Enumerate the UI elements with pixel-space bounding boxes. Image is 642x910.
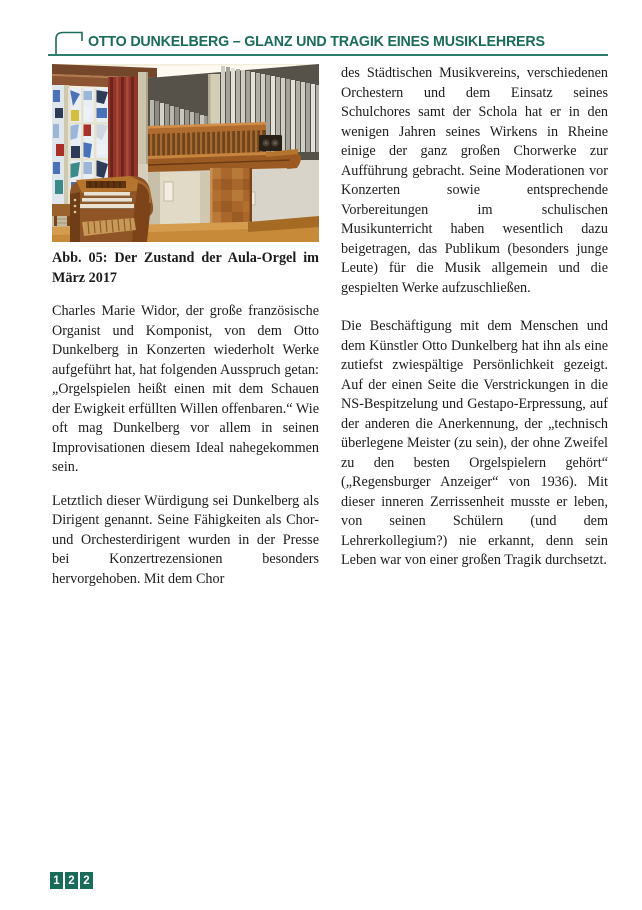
- paragraph-left-1: Charles Marie Widor, der große französische Organist und Komponist, von dem Otto Dunkelberg in Konzerten wiederholt Werke aufgeführt hat, hat folgenden Ausspruch getan: „Orgelspielen heißt einen mit dem Schauen der Ewigkeit erfüllten Willen offenbaren.“ Wie oft mag Dunkelberg vor allem in seinen Improvisationen diesem Ideal nahegekommen sein.: [52, 303, 319, 475]
- page-number: [50, 872, 93, 889]
- paragraph-right-1: des Städtischen Musikvereins, verschiedenen Orchestern und dem Einsatz seines Schulchores samt der Schola hat er in den wenigen Jahren seines Wirkens in Rheine einige der ganz großen Chorwerke zur Aufführung gebracht. Seine Moderationen vor Konzerten sowie entsprechende Vorbereitungen im schulischen Musikunterricht haben wesentlich dazu beigetragen, das Publikum (besonders junge Leute) für die Musik allgemein und die gespielten Werke aufzuschließen.: [341, 65, 608, 296]
- aula-organ-photo: [52, 64, 319, 242]
- header-rule: [48, 54, 608, 56]
- paragraph-right-2: Die Beschäftigung mit dem Menschen und dem Künstler Otto Dunkelberg hat ihn als eine zutiefst zwiespältige Persönlichkeit gezeigt. Auf der einen Seite die Verstrickungen in die NS-Bespitzelung und Gestapo-Erpressung, auf der anderen die Anerkennung, der „technisch überlegene Meister (zu sein), der ohne Zweifel zu den besten Orgelspielern gehört“ („Regensburger Anzeiger“ von 1936). Mit dieser inneren Zerrissenheit musste er leben, von seinen Schülern (und dem Lehrerkollegium?) nie erkannt, denn sein Leben war von einer großen Tragik durchsetzt.: [341, 318, 608, 568]
- page-number-digit: 2: [80, 872, 93, 889]
- left-column: [52, 64, 319, 589]
- right-column: [341, 64, 608, 571]
- page-title: OTTO DUNKELBERG – GLANZ UND TRAGIK EINES MUSIKLEHRERS: [88, 33, 545, 50]
- paragraph-left-2: Letztlich dieser Würdigung sei Dunkelberg als Dirigent genannt. Seine Fähigkeiten als Chor- und Orchesterdirigent wurden in der Presse bei Konzertrezensionen besonders hervorgehoben. Mit dem Chor: [52, 492, 319, 587]
- page-number-digit: 1: [50, 872, 63, 889]
- two-column-layout: [52, 64, 608, 589]
- page-number-digit: 2: [65, 872, 78, 889]
- figure-caption: Abb. 05: Der Zustand der Aula-Orgel im März 2017: [52, 250, 319, 286]
